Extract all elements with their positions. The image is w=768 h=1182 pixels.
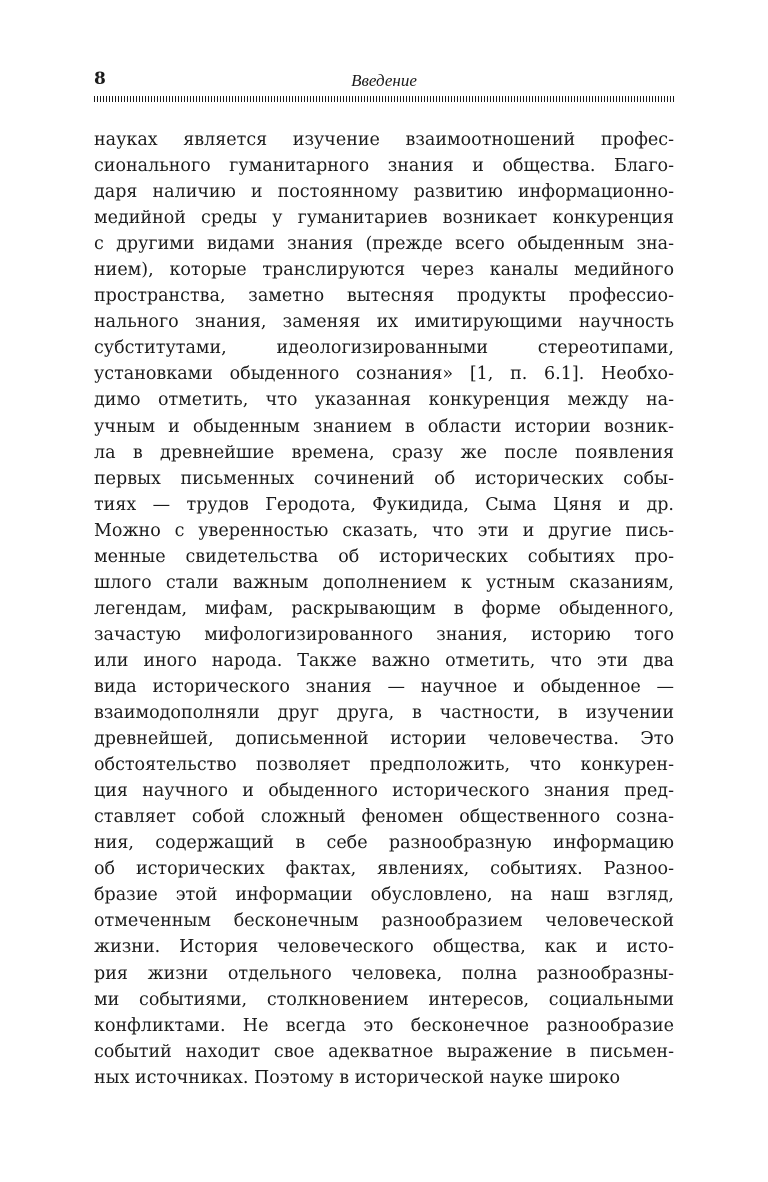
text-line: с другими видами знания (прежде всего обыденным зна- [94, 234, 674, 255]
running-head: Введение [351, 71, 417, 90]
text-line: древнейшей, дописьменной истории человечества. Это [94, 729, 674, 750]
text-line: учным и обыденным знанием в области истории возник- [94, 416, 674, 437]
text-line: рия жизни отдельного человека, полна разнообразны- [94, 963, 674, 984]
text-line: ми событиями, столкновением интересов, социальными [94, 989, 674, 1010]
text-line: ных источниках. Поэтому в исторической науке широко [94, 1067, 621, 1088]
text-line: нального знания, заменяя их имитирующими научность [94, 312, 674, 333]
text-line: вида исторического знания — научное и обыденное — [94, 676, 674, 697]
body-text [94, 127, 674, 1091]
header-rule [94, 96, 674, 102]
text-line: субститутами, идеологизированными стереотипами, [94, 338, 674, 359]
text-line: науках является изучение взаимоотношений профес- [94, 130, 674, 150]
text-line: даря наличию и постоянному развитию информационно- [94, 182, 674, 203]
text-line: тиях — трудов Геродота, Фукидида, Сыма Цяня и др. [94, 494, 674, 515]
text-line: событий находит свое адекватное выражение в письмен- [94, 1041, 674, 1062]
text-line: ставляет собой сложный феномен общественного созна- [94, 807, 674, 828]
text-line: обстоятельство позволяет предположить, что конкурен- [94, 755, 674, 776]
text-line: ния, содержащий в себе разнообразную информацию [94, 833, 674, 854]
text-line: медийной среды у гуманитариев возникает конкуренция [94, 208, 674, 229]
text-line: пространства, заметно вытесняя продукты профессио- [94, 286, 674, 307]
text-line: взаимодополняли друг друга, в частности, в изучении [94, 703, 674, 724]
page-number: 8 [94, 69, 106, 89]
text-line: легендам, мифам, раскрывающим в форме обыденного, [94, 598, 674, 619]
text-line: менные свидетельства об исторических событиях про- [94, 546, 674, 567]
text-line: отмеченным бесконечным разнообразием человеческой [94, 911, 674, 932]
text-line: об исторических фактах, явлениях, событиях. Разнoo- [94, 859, 674, 880]
text-line: сионального гуманитарного знания и общества. Благо- [94, 156, 674, 177]
text-line: первых письменных сочинений об исторических собы- [94, 468, 674, 489]
text-line: ла в древнейшие времена, сразу же после появления [94, 442, 674, 463]
text-line: зачастую мифологизированного знания, историю того [94, 624, 674, 645]
text-line: нием), которые транслируются через каналы медийного [94, 260, 674, 281]
page-header [94, 66, 674, 94]
text-line: шлого стали важным дополнением к устным сказаниям, [94, 572, 674, 593]
text-line: или иного народа. Также важно отметить, что эти два [94, 650, 674, 671]
text-line: ция научного и обыденного исторического знания пред- [94, 781, 674, 802]
text-line: конфликтами. Не всегда это бесконечное разнообразие [94, 1015, 674, 1036]
text-line: жизни. История человеческого общества, как и исто- [94, 937, 674, 958]
text-line: установками обыденного сознания» [1, п. 6.1]. Необхо- [94, 364, 674, 385]
text-line: димо отметить, что указанная конкуренция между на- [94, 390, 674, 411]
text-line: бразие этой информации обусловлено, на наш взгляд, [94, 885, 674, 906]
text-line: Можно с уверенностью сказать, что эти и другие пись- [94, 520, 674, 541]
